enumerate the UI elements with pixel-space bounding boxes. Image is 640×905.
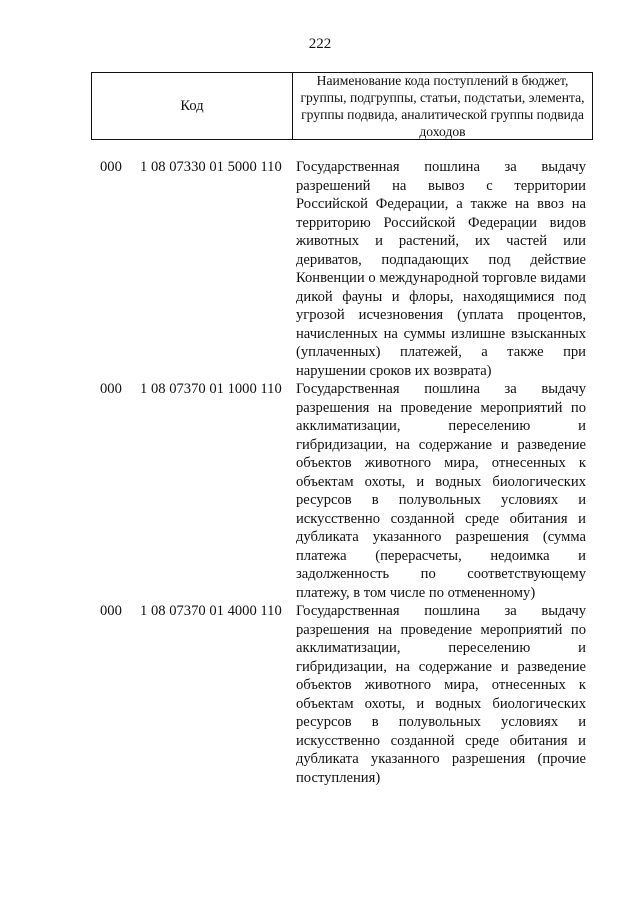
admin-code: 000 — [100, 159, 122, 175]
revenue-name: Государственная пошлина за выдачу разрешений на вывоз с территории Российской Федерации, а также на ввоз на территорию Российской Федерации видов животных и растений, их частей или дериватов, подпадающих под действие Конвенции о международной торговле видами дикой фауны и флоры, находящимися под угрозой исчезновения (уплата процентов, начисленных на суммы излишне взысканных (уплаченных) платежей, а также при нарушении сроков их возврата) — [296, 159, 586, 379]
code-column-header: Код — [92, 73, 293, 139]
table-row — [0, 158, 640, 380]
revenue-name: Государственная пошлина за выдачу разрешения на проведение мероприятий по акклиматизации, переселению и гибридизации, на содержание и разведение объектов животного мира, отнесенных к объектам охоты, и водных биологических ресурсов в полувольных условиях и искусственно созданной среде обитания и дубликата указанного разрешения (прочие поступления) — [296, 603, 586, 786]
revenue-code: 1 08 07330 01 5000 110 — [140, 159, 282, 175]
name-column-header: Наименование кода поступлений в бюджет, группы, подгруппы, статьи, подстатьи, элемента, группы подвида, аналитической группы подвида доходов — [300, 73, 585, 139]
revenue-code: 1 08 07370 01 1000 110 — [140, 381, 282, 397]
revenue-name: Государственная пошлина за выдачу разрешения на проведение мероприятий по акклиматизации, переселению и гибридизации, на содержание и разведение объектов животного мира, отнесенных к объектам охоты, и водных биологических ресурсов в полувольных условиях и искусственно созданной среде обитания и дубликата указанного разрешения (сумма платежа (перерасчеты, недоимка и задолженность по соответствующему платежу, в том числе по отмененному) — [296, 381, 586, 601]
admin-code: 000 — [100, 603, 122, 619]
entries-list — [0, 158, 640, 787]
table-row — [0, 602, 640, 787]
page-number: 222 — [308, 36, 332, 52]
revenue-code: 1 08 07370 01 4000 110 — [140, 603, 282, 619]
table-header — [91, 72, 593, 140]
table-row — [0, 380, 640, 602]
admin-code: 000 — [100, 381, 122, 397]
